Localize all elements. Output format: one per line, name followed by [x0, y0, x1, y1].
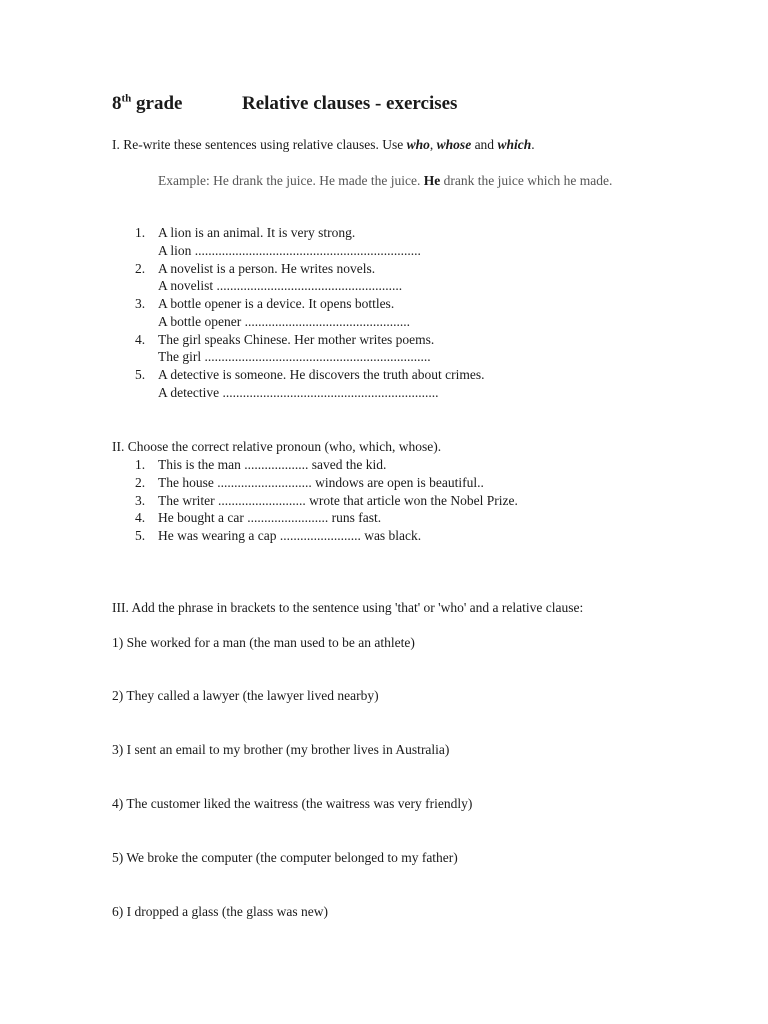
item-answer-line: A lion ...................................................................: [158, 242, 421, 258]
item-sentence: A bottle opener is a device. It opens bottles.: [158, 296, 395, 311]
exercise-item: 6) I dropped a glass (the glass was new): [112, 904, 328, 919]
title-text: Relative clauses - exercises: [242, 93, 458, 114]
section3-instruction: III. Add the phrase in brackets to the sentence using 'that' or 'who' and a relative clause:: [112, 600, 584, 615]
list-item: 4. The girl speaks Chinese. Her mother writes poems. The girl ...................................................................: [130, 331, 485, 367]
list-item: 1. A lion is an animal. It is very strong. A lion ...................................................................: [130, 224, 485, 260]
item-sentence: The girl speaks Chinese. Her mother writes poems.: [158, 331, 435, 347]
list-item: 2. A novelist is a person. He writes novels. A novelist .......................................................: [130, 260, 485, 296]
list-item: 1. This is the man ................... saved the kid.: [135, 457, 387, 472]
exercise-item: 3) I sent an email to my brother (my brother lives in Australia): [112, 742, 450, 757]
list-item: 2. The house ............................ windows are open is beautiful..: [135, 474, 484, 490]
item-answer-line: A novelist .......................................................: [158, 278, 403, 294]
list-item: 4. He bought a car ........................ runs fast.: [135, 510, 382, 526]
item-answer-line: The girl ...................................................................: [158, 349, 431, 365]
exercise-item: 5) We broke the computer (the computer belonged to my father): [112, 850, 458, 865]
exercise-item: 4) The customer liked the waitress (the waitress was very friendly): [112, 796, 473, 811]
item-answer-line: A bottle opener .................................................: [158, 313, 410, 329]
item-sentence: A lion is an animal. It is very strong.: [158, 225, 356, 240]
item-sentence: A detective is someone. He discovers the truth about crimes.: [158, 367, 485, 382]
list-item: 5. A detective is someone. He discovers the truth about crimes. A detective ................................................................: [135, 367, 485, 400]
exercise-item: 2) They called a lawyer (the lawyer lived nearby): [112, 688, 379, 703]
section1-example: Example: He drank the juice. He made the juice. He drank the juice which he made.: [158, 173, 613, 188]
item-answer-line: A detective ................................................................: [158, 384, 439, 400]
section1-instruction: I. Re-write these sentences using relative clauses. Use who, whose and which.: [112, 137, 535, 152]
section1-list: [130, 224, 485, 402]
exercise-item: 1) She worked for a man (the man used to be an athlete): [112, 635, 415, 650]
section2-instruction: II. Choose the correct relative pronoun (who, which, whose).: [112, 439, 442, 454]
section2-list: [130, 456, 518, 545]
list-item: 3. A bottle opener is a device. It opens bottles. A bottle opener .................................................: [130, 295, 485, 331]
list-item: 3. The writer .......................... wrote that article won the Nobel Prize.: [135, 492, 518, 508]
item-sentence: A novelist is a person. He writes novels.: [158, 260, 376, 276]
list-item: 5. He was wearing a cap ........................ was black.: [135, 528, 422, 544]
grade-label: 8th grade: [112, 92, 183, 114]
page-title: [112, 92, 458, 117]
